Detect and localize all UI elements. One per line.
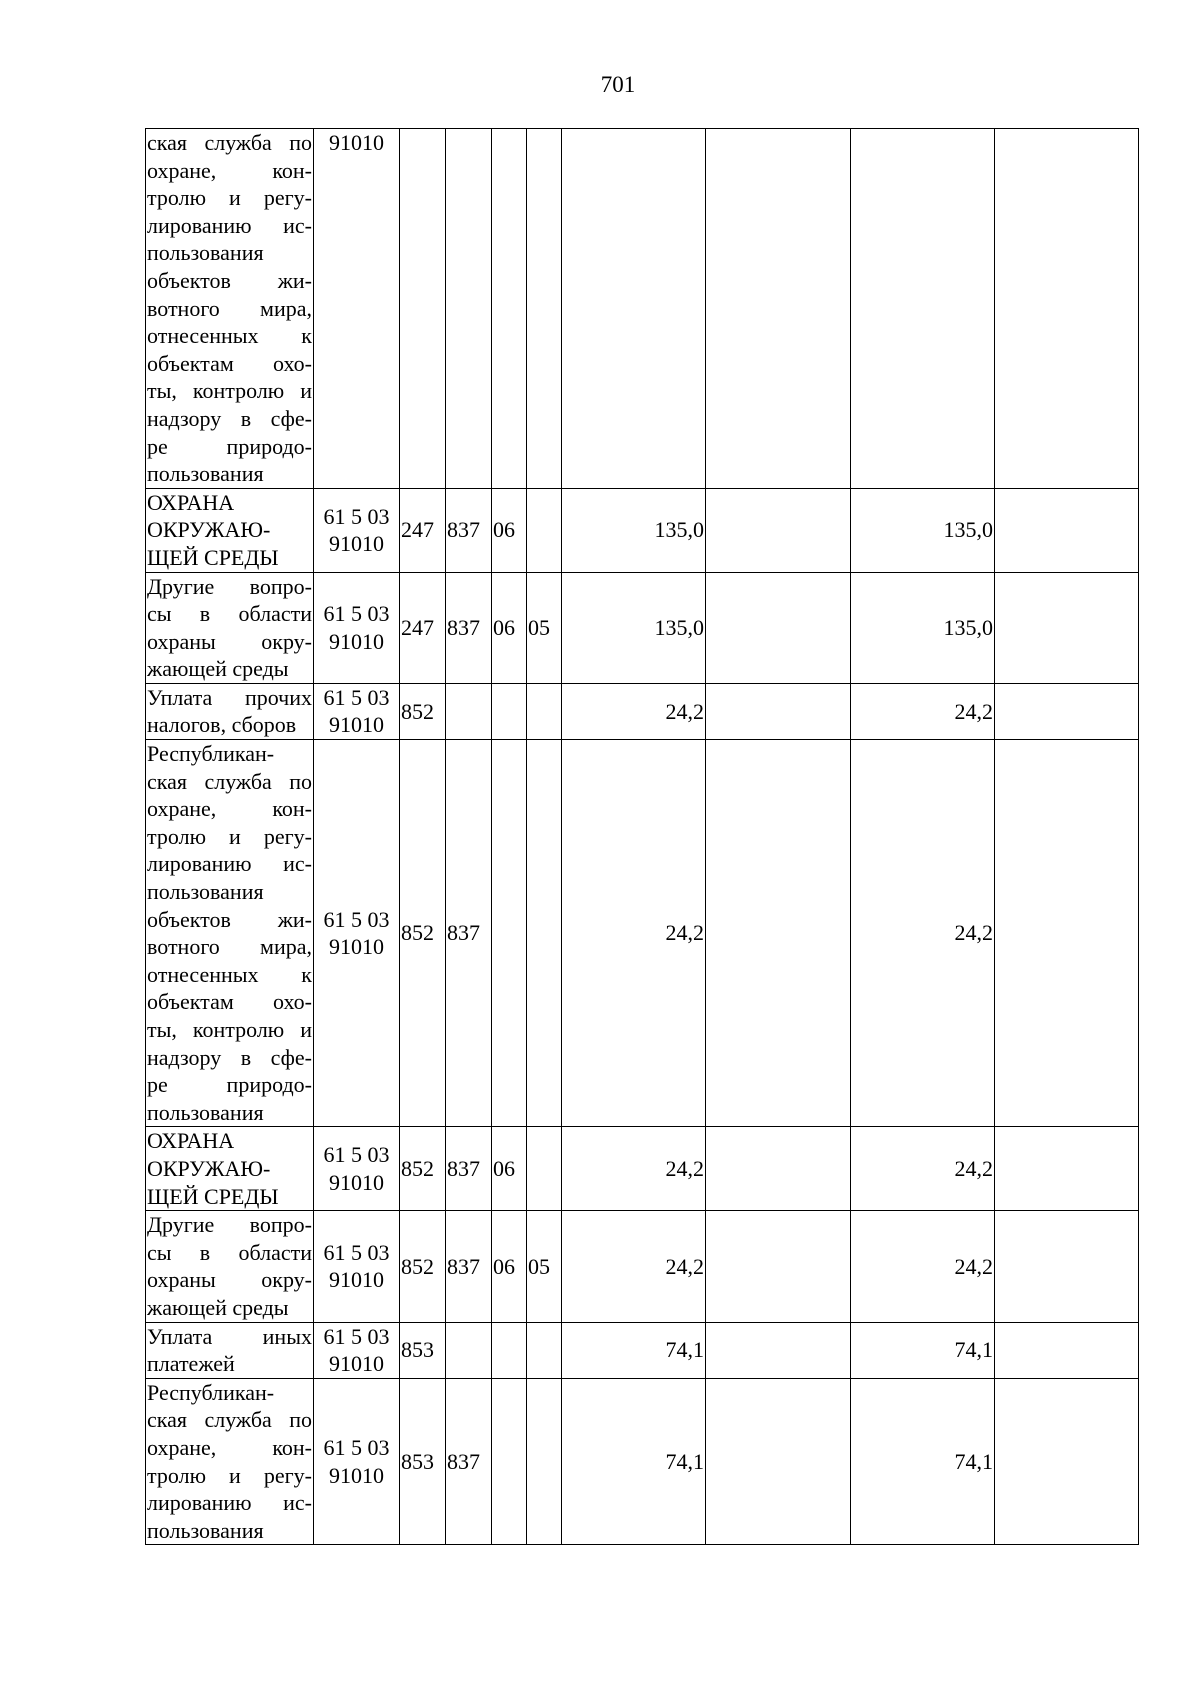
amount-1 <box>562 129 706 489</box>
row-name-line: пользования <box>147 1099 264 1125</box>
target-article-code <box>314 1127 400 1211</box>
row-name-line: объектам охо- <box>147 989 312 1015</box>
row-name-line: ОХРАНА <box>147 489 235 515</box>
expense-type-code <box>400 129 446 489</box>
table-row <box>146 1127 1139 1211</box>
amount-col-10 <box>995 1211 1139 1322</box>
amount-col-10 <box>995 572 1139 683</box>
subsection-code <box>527 740 562 1127</box>
table-row <box>146 1211 1139 1322</box>
row-name-cell <box>146 683 314 739</box>
amount-2: 24,2 <box>851 740 995 1127</box>
amount-2: 24,2 <box>851 1211 995 1322</box>
row-name-line: жающей среды <box>147 1294 289 1320</box>
row-name-line: надзору в сфе- <box>147 405 312 431</box>
target-article-code-line: 61 5 03 <box>323 503 390 529</box>
row-name-cell <box>146 488 314 572</box>
amount-2: 135,0 <box>851 488 995 572</box>
row-name-line: ре природо- <box>147 433 312 459</box>
amount-col-10 <box>995 1378 1139 1545</box>
amount-col-8 <box>706 1322 851 1378</box>
table-row <box>146 129 1139 489</box>
row-name-line: вотного мира, <box>147 934 312 960</box>
row-name-line: тролю и регу- <box>147 823 312 849</box>
table-row <box>146 488 1139 572</box>
row-name-line: охране, кон- <box>147 157 312 183</box>
amount-col-10 <box>995 1322 1139 1378</box>
expense-type-code: 853 <box>400 1378 446 1545</box>
expense-type-code: 852 <box>400 1211 446 1322</box>
department-code: 837 <box>446 1378 492 1545</box>
row-name-cell <box>146 1127 314 1211</box>
amount-2: 74,1 <box>851 1322 995 1378</box>
expense-type-code: 247 <box>400 572 446 683</box>
row-name-line: ОХРАНА <box>147 1128 235 1154</box>
row-name-line: жающей среды <box>147 656 289 682</box>
row-name-cell <box>146 1322 314 1378</box>
amount-col-10 <box>995 488 1139 572</box>
row-name-line: сы в области <box>147 1239 312 1265</box>
department-code <box>446 1322 492 1378</box>
target-article-code <box>314 1322 400 1378</box>
target-article-code <box>314 488 400 572</box>
target-article-code <box>314 1378 400 1545</box>
amount-col-10 <box>995 683 1139 739</box>
row-name-line: налогов, сборов <box>147 712 297 738</box>
section-code: 06 <box>492 572 527 683</box>
row-name-line: лированию ис- <box>147 851 312 877</box>
amount-2: 24,2 <box>851 1127 995 1211</box>
row-name-cell <box>146 572 314 683</box>
row-name-line: тролю и регу- <box>147 185 312 211</box>
section-code <box>492 1378 527 1545</box>
target-article-code-line: 91010 <box>329 1169 384 1195</box>
section-code: 06 <box>492 1211 527 1322</box>
table-row <box>146 1378 1139 1545</box>
row-name-line: пользования <box>147 240 264 266</box>
row-name-line: пользования <box>147 461 264 487</box>
section-code: 06 <box>492 1127 527 1211</box>
row-name-cell <box>146 1211 314 1322</box>
table-row <box>146 683 1139 739</box>
row-name-line: пользования <box>147 1517 264 1543</box>
subsection-code: 05 <box>527 1211 562 1322</box>
row-name-line: отнесенных к <box>147 961 312 987</box>
expense-type-code: 853 <box>400 1322 446 1378</box>
row-name-line: ты, контролю и <box>147 1017 312 1042</box>
section-code <box>492 740 527 1127</box>
row-name-line: лированию ис- <box>147 212 312 238</box>
row-name-line: Уплата иных <box>147 1323 312 1349</box>
section-code <box>492 129 527 489</box>
row-name-line: объектов жи- <box>147 267 312 293</box>
section-code <box>492 1322 527 1378</box>
amount-2: 74,1 <box>851 1378 995 1545</box>
row-name-cell <box>146 129 314 489</box>
row-name-line: объектов жи- <box>147 906 312 932</box>
row-name-cell <box>146 740 314 1127</box>
department-code: 837 <box>446 740 492 1127</box>
row-name-line: объектам охо- <box>147 350 312 376</box>
amount-2: 24,2 <box>851 683 995 739</box>
amount-2: 135,0 <box>851 572 995 683</box>
section-code <box>492 683 527 739</box>
target-article-code-line: 61 5 03 <box>323 906 390 932</box>
department-code <box>446 683 492 739</box>
expense-type-code: 852 <box>400 740 446 1127</box>
subsection-code <box>527 1378 562 1545</box>
department-code: 837 <box>446 1127 492 1211</box>
page-number: 701 <box>600 72 636 97</box>
amount-1: 24,2 <box>562 1211 706 1322</box>
row-name-line: ОКРУЖАЮ- <box>147 517 271 543</box>
amount-col-8 <box>706 488 851 572</box>
row-name-line: Другие вопро- <box>147 1212 312 1238</box>
department-code: 837 <box>446 488 492 572</box>
row-name-line: охраны окру- <box>147 1267 312 1293</box>
target-article-code-line: 61 5 03 <box>323 1323 390 1349</box>
subsection-code <box>527 683 562 739</box>
row-name-line: ты, контролю и <box>147 378 312 404</box>
target-article-code-line: 91010 <box>329 934 384 960</box>
row-name-line: надзору в сфе- <box>147 1044 312 1070</box>
section-code: 06 <box>492 488 527 572</box>
amount-2 <box>851 129 995 489</box>
target-article-code-line: 61 5 03 <box>323 684 390 710</box>
subsection-code <box>527 1127 562 1211</box>
target-article-code-line: 91010 <box>329 1462 384 1488</box>
row-name-line: охраны окру- <box>147 628 312 654</box>
subsection-code <box>527 488 562 572</box>
target-article-code-line: 91010 <box>329 1267 384 1293</box>
amount-1: 24,2 <box>562 683 706 739</box>
expense-type-code: 852 <box>400 1127 446 1211</box>
row-name-line: отнесенных к <box>147 323 312 349</box>
amount-col-8 <box>706 129 851 489</box>
budget-table <box>145 128 1139 1545</box>
table-row <box>146 572 1139 683</box>
amount-col-8 <box>706 683 851 739</box>
row-name-line: охране, кон- <box>147 796 312 822</box>
target-article-code-line: 61 5 03 <box>323 1239 390 1265</box>
amount-1: 135,0 <box>562 488 706 572</box>
row-name-cell <box>146 1378 314 1545</box>
amount-col-8 <box>706 572 851 683</box>
expense-type-code: 852 <box>400 683 446 739</box>
amount-col-8 <box>706 1378 851 1545</box>
row-name-line: пользования <box>147 879 264 905</box>
row-name-line: тролю и регу- <box>147 1462 312 1488</box>
amount-col-8 <box>706 740 851 1127</box>
amount-col-10 <box>995 1127 1139 1211</box>
row-name-line: Другие вопро- <box>147 573 312 599</box>
amount-1: 74,1 <box>562 1378 706 1545</box>
target-article-code <box>314 129 400 489</box>
target-article-code-line: 91010 <box>329 1351 384 1377</box>
target-article-code <box>314 1211 400 1322</box>
department-code: 837 <box>446 572 492 683</box>
expense-type-code: 247 <box>400 488 446 572</box>
target-article-code <box>314 740 400 1127</box>
row-name-line: вотного мира, <box>147 295 312 321</box>
target-article-code-line: 91010 <box>329 130 384 155</box>
row-name-line: охране, кон- <box>147 1434 312 1460</box>
target-article-code-line: 61 5 03 <box>323 601 390 627</box>
table-row <box>146 1322 1139 1378</box>
amount-col-10 <box>995 740 1139 1127</box>
row-name-line: лированию ис- <box>147 1490 312 1516</box>
target-article-code-line: 61 5 03 <box>323 1434 390 1460</box>
table-row <box>146 740 1139 1127</box>
subsection-code <box>527 1322 562 1378</box>
row-name-line: Уплата прочих <box>147 684 312 710</box>
target-article-code-line: 91010 <box>329 628 384 654</box>
target-article-code <box>314 572 400 683</box>
amount-col-8 <box>706 1211 851 1322</box>
row-name-line: Республикан- <box>147 1379 275 1405</box>
row-name-line: сы в области <box>147 601 312 627</box>
amount-1: 24,2 <box>562 740 706 1127</box>
department-code <box>446 129 492 489</box>
amount-col-8 <box>706 1127 851 1211</box>
row-name-line: ЩЕЙ СРЕДЫ <box>147 544 279 570</box>
target-article-code <box>314 683 400 739</box>
row-name-line: ЩЕЙ СРЕДЫ <box>147 1183 279 1209</box>
target-article-code-line: 61 5 03 <box>323 1142 390 1168</box>
row-name-line: ОКРУЖАЮ- <box>147 1155 271 1181</box>
department-code: 837 <box>446 1211 492 1322</box>
amount-1: 135,0 <box>562 572 706 683</box>
amount-1: 74,1 <box>562 1322 706 1378</box>
row-name-line: ре природо- <box>147 1072 312 1098</box>
subsection-code <box>527 129 562 489</box>
row-name-line: платежей <box>147 1351 235 1377</box>
row-name-line: ская служба по <box>147 1407 312 1433</box>
target-article-code-line: 91010 <box>329 531 384 557</box>
amount-1: 24,2 <box>562 1127 706 1211</box>
row-name-line: ская служба по <box>147 768 312 794</box>
subsection-code: 05 <box>527 572 562 683</box>
row-name-line: ская служба по <box>147 130 312 155</box>
target-article-code-line: 91010 <box>329 712 384 738</box>
row-name-line: Республикан- <box>147 741 275 767</box>
amount-col-10 <box>995 129 1139 489</box>
